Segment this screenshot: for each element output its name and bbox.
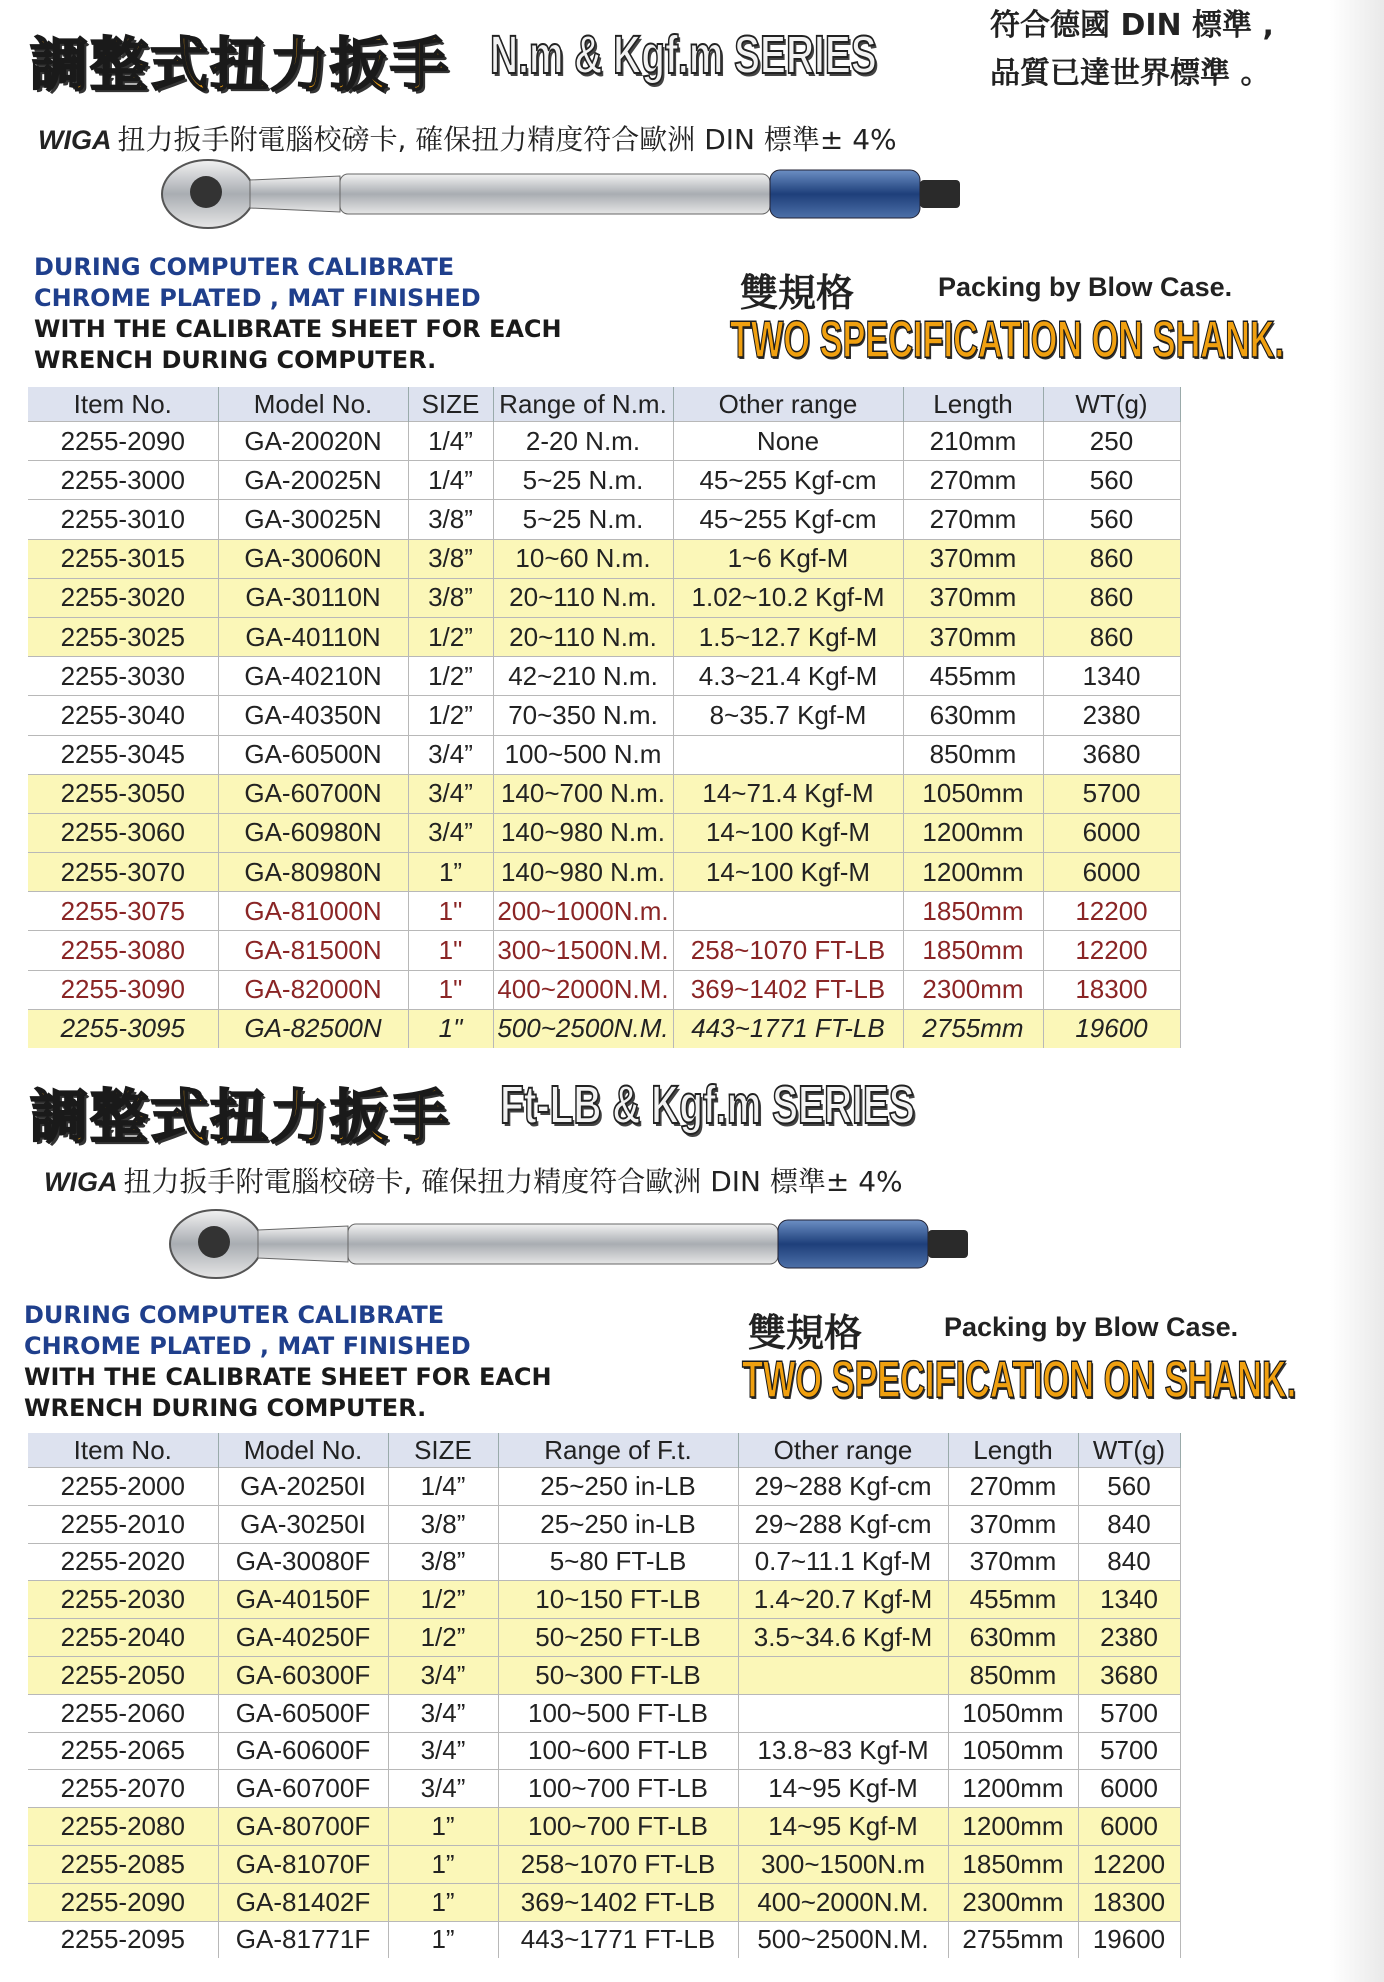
table-cell: 370mm — [903, 539, 1043, 578]
table-cell: 1” — [388, 1845, 498, 1883]
table-cell: GA-60980N — [218, 813, 408, 852]
table-cell: 2300mm — [948, 1883, 1078, 1921]
table-cell: 2755mm — [903, 1009, 1043, 1048]
table-cell: 1” — [388, 1808, 498, 1846]
table-cell: 12200 — [1078, 1845, 1180, 1883]
table-row — [28, 1619, 1180, 1657]
table-row — [28, 931, 1180, 970]
table-cell: 70~350 N.m. — [493, 696, 673, 735]
feature-line: CHROME PLATED , MAT FINISHED — [24, 1332, 471, 1360]
table-cell: 50~250 FT-LB — [498, 1619, 738, 1657]
table-row — [28, 500, 1180, 539]
table-cell: 2255-3050 — [28, 774, 218, 813]
column-header: SIZE — [408, 387, 493, 422]
table-cell: GA-30025N — [218, 500, 408, 539]
table-cell: 860 — [1043, 578, 1180, 617]
table-cell: 500~2500N.M. — [493, 1009, 673, 1048]
column-header: Other range — [738, 1433, 948, 1468]
table-cell: GA-81500N — [218, 931, 408, 970]
table-row — [28, 1468, 1180, 1506]
table-cell: 1050mm — [948, 1732, 1078, 1770]
table-cell: GA-81402F — [218, 1883, 388, 1921]
table-cell: 13.8~83 Kgf-M — [738, 1732, 948, 1770]
table-cell: 1/2” — [388, 1619, 498, 1657]
table-row — [28, 853, 1180, 892]
table-cell: 1.5~12.7 Kgf-M — [673, 617, 903, 656]
table-cell: GA-40150F — [218, 1581, 388, 1619]
table-cell: 2380 — [1078, 1619, 1180, 1657]
table-cell: 2255-3095 — [28, 1009, 218, 1048]
torque-wrench-image-bottom — [168, 1208, 988, 1280]
column-header: Item No. — [28, 1433, 218, 1468]
table-cell: 6000 — [1078, 1770, 1180, 1808]
table-cell: 25~250 in-LB — [498, 1468, 738, 1506]
table-row — [28, 1845, 1180, 1883]
table-cell: 370mm — [903, 578, 1043, 617]
table-cell — [738, 1656, 948, 1694]
table-row — [28, 1009, 1180, 1048]
table-cell: 6000 — [1043, 813, 1180, 852]
table-cell: 2-20 N.m. — [493, 422, 673, 461]
column-header: Model No. — [218, 1433, 388, 1468]
table-cell: 3/8” — [408, 578, 493, 617]
table-cell: 3/8” — [408, 500, 493, 539]
table-cell: 370mm — [903, 617, 1043, 656]
table-cell: GA-60300F — [218, 1656, 388, 1694]
table-cell: 1/4” — [408, 422, 493, 461]
table-cell: 2255-3070 — [28, 853, 218, 892]
din-standard-line2: 品質已達世界標準 。 — [990, 56, 1271, 91]
page-edge-shadow — [1330, 0, 1384, 1982]
column-header: WT(g) — [1043, 387, 1180, 422]
table-cell: 3/8” — [408, 539, 493, 578]
table-cell: 850mm — [903, 735, 1043, 774]
table-cell: 18300 — [1043, 970, 1180, 1009]
table-cell: GA-60600F — [218, 1732, 388, 1770]
table-cell: 860 — [1043, 539, 1180, 578]
table-cell: 1850mm — [903, 892, 1043, 931]
table-cell: None — [673, 422, 903, 461]
table-cell: 270mm — [948, 1468, 1078, 1506]
bottom-subtitle-text: 扭力扳手附電腦校磅卡, 確保扭力精度符合歐洲 DIN 標準± 4% — [123, 1165, 903, 1198]
table-cell: 258~1070 FT-LB — [673, 931, 903, 970]
table-row — [28, 539, 1180, 578]
table-cell: 2255-3020 — [28, 578, 218, 617]
table-cell: 19600 — [1078, 1921, 1180, 1958]
table-cell: 14~100 Kgf-M — [673, 813, 903, 852]
feature-line: DURING COMPUTER CALIBRATE — [24, 1301, 445, 1329]
table-cell: GA-20250I — [218, 1468, 388, 1506]
table-cell: 1" — [408, 892, 493, 931]
bottom-title-zh: 調整式扭力扳手 — [30, 1083, 451, 1151]
table-cell: 443~1771 FT-LB — [498, 1921, 738, 1958]
table-cell: GA-30080F — [218, 1543, 388, 1581]
table-cell: 2255-2065 — [28, 1732, 218, 1770]
table-row — [28, 1770, 1180, 1808]
table-cell: 210mm — [903, 422, 1043, 461]
din-standard-line1: 符合德國 DIN 標準 , — [990, 8, 1274, 43]
table-cell: GA-40110N — [218, 617, 408, 656]
table-row — [28, 774, 1180, 813]
table-cell: 400~2000N.M. — [738, 1883, 948, 1921]
table-cell: 2255-2090 — [28, 1883, 218, 1921]
table-cell: GA-60500N — [218, 735, 408, 774]
table-cell: 25~250 in-LB — [498, 1505, 738, 1543]
table-cell: 2255-3090 — [28, 970, 218, 1009]
table-cell: 1/4” — [408, 461, 493, 500]
table-cell: 6000 — [1078, 1808, 1180, 1846]
table-cell: 4.3~21.4 Kgf-M — [673, 657, 903, 696]
table-row — [28, 617, 1180, 656]
table-cell: 1850mm — [903, 931, 1043, 970]
table-cell: 2255-2070 — [28, 1770, 218, 1808]
table-cell: 29~288 Kgf-cm — [738, 1468, 948, 1506]
table-cell: GA-20020N — [218, 422, 408, 461]
table-cell: 10~150 FT-LB — [498, 1581, 738, 1619]
table-cell: 270mm — [903, 500, 1043, 539]
table-cell: 2300mm — [903, 970, 1043, 1009]
table-cell: 2255-3080 — [28, 931, 218, 970]
table-cell: GA-30250I — [218, 1505, 388, 1543]
table-cell: 250 — [1043, 422, 1180, 461]
table-cell: 100~700 FT-LB — [498, 1808, 738, 1846]
table-cell: 369~1402 FT-LB — [673, 970, 903, 1009]
feature-line: WRENCH DURING COMPUTER. — [34, 346, 437, 374]
table-cell: 500~2500N.M. — [738, 1921, 948, 1958]
table-cell: 5~25 N.m. — [493, 461, 673, 500]
table-cell: 12200 — [1043, 931, 1180, 970]
table-cell: 1200mm — [948, 1808, 1078, 1846]
table-cell: 14~95 Kgf-M — [738, 1770, 948, 1808]
table-row — [28, 657, 1180, 696]
table-row — [28, 461, 1180, 500]
top-dual-spec-zh: 雙規格 — [740, 271, 855, 315]
table-cell: 3/4” — [388, 1656, 498, 1694]
table-cell: 270mm — [903, 461, 1043, 500]
table-cell: 1200mm — [903, 853, 1043, 892]
feature-line: WITH THE CALIBRATE SHEET FOR EACH — [34, 315, 562, 343]
table-cell: GA-81000N — [218, 892, 408, 931]
table-cell: 1200mm — [903, 813, 1043, 852]
table-cell: 19600 — [1043, 1009, 1180, 1048]
table-cell: 2255-3030 — [28, 657, 218, 696]
table-cell: 2255-3000 — [28, 461, 218, 500]
table-cell: 2255-2060 — [28, 1694, 218, 1732]
table-cell: 2255-2090 — [28, 422, 218, 461]
table-cell: 3/4” — [408, 813, 493, 852]
table-row — [28, 1581, 1180, 1619]
table-cell: 18300 — [1078, 1883, 1180, 1921]
table-cell: 840 — [1078, 1543, 1180, 1581]
brand-logo: WIGA — [44, 1167, 118, 1197]
table-cell: 3/4” — [388, 1770, 498, 1808]
table-cell: 3/4” — [408, 774, 493, 813]
top-subtitle — [38, 118, 897, 158]
table-cell: 1340 — [1078, 1581, 1180, 1619]
table-cell: 1/2” — [388, 1581, 498, 1619]
table-row — [28, 892, 1180, 931]
table-cell — [673, 735, 903, 774]
table-cell: 2255-2080 — [28, 1808, 218, 1846]
table-cell: 2380 — [1043, 696, 1180, 735]
table-cell: 443~1771 FT-LB — [673, 1009, 903, 1048]
table-cell: 1/4” — [388, 1468, 498, 1506]
table-row — [28, 1883, 1180, 1921]
table-cell: 200~1000N.m. — [493, 892, 673, 931]
table-cell: 1~6 Kgf-M — [673, 539, 903, 578]
table-cell: 50~300 FT-LB — [498, 1656, 738, 1694]
column-header: Length — [948, 1433, 1078, 1468]
column-header: Range of F.t. — [498, 1433, 738, 1468]
table-cell: 1” — [408, 853, 493, 892]
table-cell: 3/4” — [388, 1732, 498, 1770]
column-header: Item No. — [28, 387, 218, 422]
top-title-zh: 調整式扭力扳手 — [30, 31, 451, 99]
nm-series-table — [28, 387, 1181, 1048]
table-cell: 1” — [388, 1883, 498, 1921]
column-header: WT(g) — [1078, 1433, 1180, 1468]
table-cell: 630mm — [903, 696, 1043, 735]
table-cell: 2255-2020 — [28, 1543, 218, 1581]
table-cell: 20~110 N.m. — [493, 578, 673, 617]
table-row — [28, 422, 1180, 461]
table-cell: GA-82500N — [218, 1009, 408, 1048]
table-cell: 5~25 N.m. — [493, 500, 673, 539]
top-features — [34, 252, 562, 376]
table-cell: 1850mm — [948, 1845, 1078, 1883]
table-cell: 2255-3075 — [28, 892, 218, 931]
table-cell: 370mm — [948, 1505, 1078, 1543]
table-cell: 370mm — [948, 1543, 1078, 1581]
table-cell: 258~1070 FT-LB — [498, 1845, 738, 1883]
table-cell: 100~500 N.m — [493, 735, 673, 774]
torque-wrench-image-top — [160, 158, 980, 230]
top-title-en: N.m & Kgf.m SERIES — [490, 25, 877, 85]
table-cell: 1.4~20.7 Kgf-M — [738, 1581, 948, 1619]
top-two-spec-banner: TWO SPECIFICATION ON SHANK. — [730, 311, 1285, 369]
table-cell: 560 — [1043, 461, 1180, 500]
table-cell: 6000 — [1043, 853, 1180, 892]
table-cell: 455mm — [948, 1581, 1078, 1619]
table-cell: 2255-2030 — [28, 1581, 218, 1619]
table-row — [28, 735, 1180, 774]
table-row — [28, 1694, 1180, 1732]
table-cell: 3/4” — [388, 1694, 498, 1732]
table-cell: 5700 — [1078, 1732, 1180, 1770]
table-cell: 42~210 N.m. — [493, 657, 673, 696]
table-cell: 1200mm — [948, 1770, 1078, 1808]
table-cell: 45~255 Kgf-cm — [673, 461, 903, 500]
bottom-packing-note: Packing by Blow Case. — [944, 1312, 1239, 1342]
table-cell: GA-60500F — [218, 1694, 388, 1732]
table-cell: GA-40350N — [218, 696, 408, 735]
table-cell: GA-80980N — [218, 853, 408, 892]
table-cell: GA-81771F — [218, 1921, 388, 1958]
feature-line: WITH THE CALIBRATE SHEET FOR EACH — [24, 1363, 552, 1391]
table-cell: 1.02~10.2 Kgf-M — [673, 578, 903, 617]
table-cell: 1/2” — [408, 657, 493, 696]
table-cell: 0.7~11.1 Kgf-M — [738, 1543, 948, 1581]
table-cell: 1340 — [1043, 657, 1180, 696]
table-row — [28, 1921, 1180, 1958]
table-cell: 1/2” — [408, 617, 493, 656]
table-cell: 3680 — [1078, 1656, 1180, 1694]
table-cell: 1" — [408, 970, 493, 1009]
table-cell: GA-60700N — [218, 774, 408, 813]
table-cell: 2255-2040 — [28, 1619, 218, 1657]
table-cell: 2255-2085 — [28, 1845, 218, 1883]
table-cell: GA-82000N — [218, 970, 408, 1009]
table-header-row — [28, 387, 1180, 422]
table-cell: 840 — [1078, 1505, 1180, 1543]
table-cell: 1050mm — [903, 774, 1043, 813]
column-header: Other range — [673, 387, 903, 422]
table-cell: 100~600 FT-LB — [498, 1732, 738, 1770]
table-row — [28, 578, 1180, 617]
table-cell: 1/2” — [408, 696, 493, 735]
table-cell: 100~500 FT-LB — [498, 1694, 738, 1732]
bottom-title-en: Ft-LB & Kgf.m SERIES — [500, 1075, 915, 1135]
top-packing-note: Packing by Blow Case. — [938, 272, 1233, 302]
table-row — [28, 1808, 1180, 1846]
table-cell: 5~80 FT-LB — [498, 1543, 738, 1581]
table-cell: 140~980 N.m. — [493, 813, 673, 852]
table-cell: 8~35.7 Kgf-M — [673, 696, 903, 735]
table-cell: 140~700 N.m. — [493, 774, 673, 813]
brand-logo: WIGA — [38, 125, 112, 155]
table-cell: 300~1500N.m — [738, 1845, 948, 1883]
table-cell: 10~60 N.m. — [493, 539, 673, 578]
table-cell: GA-80700F — [218, 1808, 388, 1846]
table-cell: 2755mm — [948, 1921, 1078, 1958]
column-header: Model No. — [218, 387, 408, 422]
table-cell: 100~700 FT-LB — [498, 1770, 738, 1808]
table-cell: 3/8” — [388, 1543, 498, 1581]
table-cell: 140~980 N.m. — [493, 853, 673, 892]
table-cell: GA-40250F — [218, 1619, 388, 1657]
table-cell: 560 — [1043, 500, 1180, 539]
table-cell: 3.5~34.6 Kgf-M — [738, 1619, 948, 1657]
table-row — [28, 1543, 1180, 1581]
table-cell: 1" — [408, 931, 493, 970]
table-cell: 455mm — [903, 657, 1043, 696]
table-cell: 2255-3015 — [28, 539, 218, 578]
table-cell: 3/4” — [408, 735, 493, 774]
table-cell: 2255-2010 — [28, 1505, 218, 1543]
table-row — [28, 1656, 1180, 1694]
bottom-subtitle — [44, 1160, 903, 1200]
feature-line: DURING COMPUTER CALIBRATE — [34, 253, 455, 281]
table-cell: 2255-3045 — [28, 735, 218, 774]
table-header-row — [28, 1433, 1180, 1468]
bottom-dual-spec-zh: 雙規格 — [748, 1311, 863, 1355]
table-cell — [738, 1694, 948, 1732]
table-cell: 850mm — [948, 1656, 1078, 1694]
table-cell: 14~95 Kgf-M — [738, 1808, 948, 1846]
table-cell: 1050mm — [948, 1694, 1078, 1732]
column-header: Range of N.m. — [493, 387, 673, 422]
column-header: Length — [903, 387, 1043, 422]
table-cell: 630mm — [948, 1619, 1078, 1657]
table-cell: 29~288 Kgf-cm — [738, 1505, 948, 1543]
table-cell: 3/8” — [388, 1505, 498, 1543]
feature-line: WRENCH DURING COMPUTER. — [24, 1394, 427, 1422]
bottom-two-spec-banner: TWO SPECIFICATION ON SHANK. — [742, 1351, 1297, 1409]
table-cell — [673, 892, 903, 931]
table-cell: 5700 — [1078, 1694, 1180, 1732]
table-cell: GA-60700F — [218, 1770, 388, 1808]
table-row — [28, 1505, 1180, 1543]
feature-line: CHROME PLATED , MAT FINISHED — [34, 284, 481, 312]
table-cell: 20~110 N.m. — [493, 617, 673, 656]
table-cell: 2255-3025 — [28, 617, 218, 656]
table-cell: 1" — [408, 1009, 493, 1048]
table-cell: GA-30110N — [218, 578, 408, 617]
table-cell: 45~255 Kgf-cm — [673, 500, 903, 539]
table-cell: 3680 — [1043, 735, 1180, 774]
table-cell: 5700 — [1043, 774, 1180, 813]
table-cell: 2255-2095 — [28, 1921, 218, 1958]
table-cell: 14~71.4 Kgf-M — [673, 774, 903, 813]
table-row — [28, 696, 1180, 735]
table-cell: 400~2000N.M. — [493, 970, 673, 1009]
table-cell: GA-30060N — [218, 539, 408, 578]
column-header: SIZE — [388, 1433, 498, 1468]
top-subtitle-text: 扭力扳手附電腦校磅卡, 確保扭力精度符合歐洲 DIN 標準± 4% — [117, 123, 897, 156]
ftlb-series-table — [28, 1433, 1181, 1958]
table-cell: 2255-2000 — [28, 1468, 218, 1506]
table-row — [28, 1732, 1180, 1770]
table-cell: 369~1402 FT-LB — [498, 1883, 738, 1921]
table-cell: 12200 — [1043, 892, 1180, 931]
table-cell: GA-81070F — [218, 1845, 388, 1883]
table-cell: 2255-2050 — [28, 1656, 218, 1694]
table-cell: 2255-3060 — [28, 813, 218, 852]
table-cell: GA-20025N — [218, 461, 408, 500]
table-cell: 860 — [1043, 617, 1180, 656]
table-cell: 300~1500N.M. — [493, 931, 673, 970]
table-cell: 1” — [388, 1921, 498, 1958]
table-row — [28, 970, 1180, 1009]
table-cell: 2255-3040 — [28, 696, 218, 735]
table-cell: 14~100 Kgf-M — [673, 853, 903, 892]
table-cell: 560 — [1078, 1468, 1180, 1506]
bottom-features — [24, 1300, 552, 1424]
table-cell: 2255-3010 — [28, 500, 218, 539]
table-row — [28, 813, 1180, 852]
table-cell: GA-40210N — [218, 657, 408, 696]
